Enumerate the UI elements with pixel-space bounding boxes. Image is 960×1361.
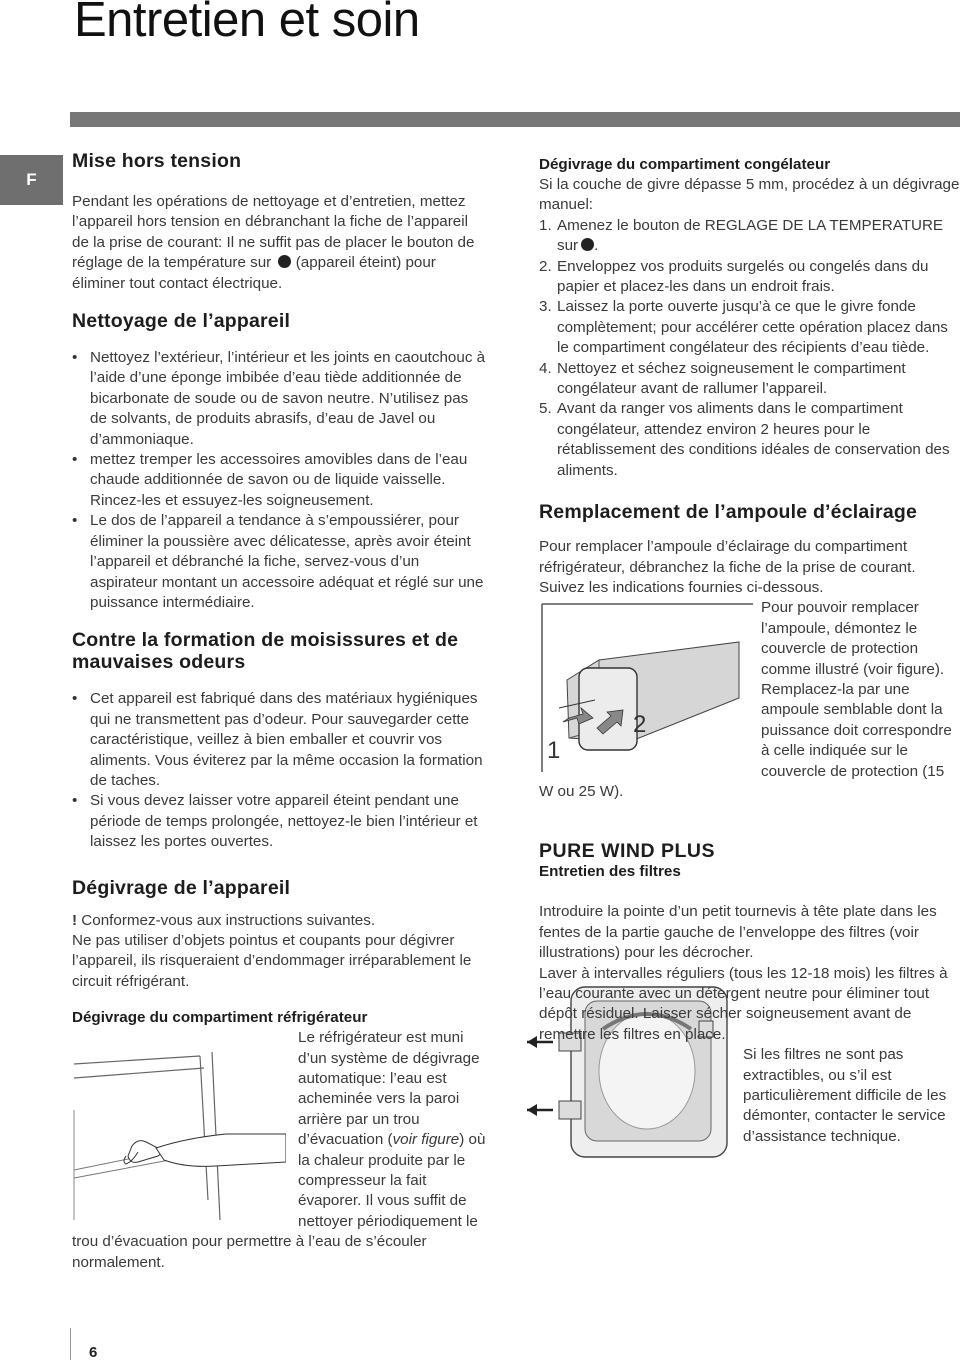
purewind-paragraph-a: Introduire la pointe d’un petit tournevis à tête plate dans les fentes de la partie gauche de l’enveloppe des filtres (voir illustrations) pour les décrocher. xyxy=(539,903,937,962)
degivrage-refrigerateur-block xyxy=(72,1028,487,1273)
congelateur-intro: Si la couche de givre dépasse 5 mm, procédez à un dégivrage manuel: xyxy=(539,176,960,214)
list-item xyxy=(539,399,960,481)
pure-wind-plus-subtitle: Entretien des filtres xyxy=(539,863,681,881)
heading-nettoyage: Nettoyage de l’appareil xyxy=(72,310,291,333)
off-position-dot-icon xyxy=(278,255,291,268)
degivrage-paragraph: Ne pas utiliser d’objets pointus et coupants pour dégivrer l’appareil, ils risqueraient d’endommager irréparablement le circuit réfrigérant. xyxy=(72,931,472,990)
language-tab: F xyxy=(0,155,63,205)
list-item: • mettez tremper les accessoires amovibles dans de l’eau chaude additionnée de savon ou de liquide vaisselle. Rincez-les et essuyez-les soigneusement. xyxy=(72,450,487,511)
purewind-block xyxy=(539,1045,960,1147)
heading-degivrage-congelateur: Dégivrage du compartiment congélateur xyxy=(539,156,831,173)
list-item: • Si vous devez laisser votre appareil éteint pendant une période de temps prolongée, nettoyez-le bien l’intérieur et laissez les portes ouvertes. xyxy=(72,791,487,852)
lamp-cover-illustration xyxy=(539,602,753,772)
heading-degivrage-refrigerateur: Dégivrage du compartiment réfrigérateur xyxy=(72,1009,368,1027)
figure-label-1: 1 xyxy=(547,737,561,765)
list-item: • Nettoyez l’extérieur, l’intérieur et les joints en caoutchouc à l’aide d’une éponge imbibée d’eau tiède additionnée de bicarbonate de soude ou de savon neutre. N’utilisez pas de solvants, de produits abrasifs, d’eau de Javel ou d’ammoniaque. xyxy=(72,348,487,450)
left-column xyxy=(72,150,487,1273)
list-item xyxy=(539,216,960,257)
heading-degivrage: Dégivrage de l’appareil xyxy=(72,876,291,899)
list-item: • Le dos de l’appareil a tendance à s’empoussiérer, pour éliminer la poussière avec délicatesse, après avoir éteint l’appareil et débranché la fiche, servez-vous d’un aspirateur montant un accessoire adéquat et réglé sur une puissance intermédiaire. xyxy=(72,511,487,613)
degivrage-note xyxy=(72,911,487,931)
moisissures-list xyxy=(72,689,487,852)
pure-wind-plus-title: PURE WIND PLUS xyxy=(539,840,716,863)
page-title: Entretien et soin xyxy=(74,0,420,47)
step-number: 4. xyxy=(539,359,552,377)
step-number: 5. xyxy=(539,400,552,418)
page-number: 6 xyxy=(89,1344,98,1361)
figure-label-2: 2 xyxy=(633,711,647,739)
step-number: 1. xyxy=(539,216,552,234)
ampoule-intro: Pour remplacer l’ampoule d’éclairage du compartiment réfrigérateur, débranchez la fiche de la prise de courant. Suivez les indications fournies ci-dessous. xyxy=(539,538,916,596)
purewind-paragraph-b: Laver à intervalles réguliers (tous les 12-18 mois) les filtres à l’eau courante avec un détergent neutre pour éliminer tout dépôt résiduel. Laisser sécher soigneusement avant de remettre les filtres en place. xyxy=(539,964,948,1043)
list-item xyxy=(539,359,960,400)
drain-hole-illustration xyxy=(72,1050,286,1220)
drain-hole-figure xyxy=(72,1050,292,1222)
warning-mark: ! xyxy=(72,911,78,929)
step-number: 3. xyxy=(539,298,552,316)
degivrage-refrigerateur-text-a: Le réfrigérateur est muni d’un système de dégivrage automatique: l’eau est acheminée vers la paroi arrière par un trou d’évacuation ( xyxy=(298,1029,480,1149)
step-suffix: . xyxy=(594,237,599,255)
heading-remplacement-ampoule: Remplacement de l’ampoule d’éclairage xyxy=(539,501,918,524)
lamp-cover-figure xyxy=(539,602,757,772)
step-text: Amenez le bouton de REGLAGE DE LA TEMPERATURE sur xyxy=(557,216,944,255)
footer-rule xyxy=(70,1328,71,1360)
see-figure-emphasis: voir figure xyxy=(392,1131,460,1149)
step-text: Enveloppez vos produits surgelés ou congelés dans du papier et placez-les dans un endroit frais. xyxy=(557,257,929,296)
purewind-paragraph-c: Si les filtres ne sont pas extractibles, ou s’il est particulièrement difficile de les démonter, contacter le service d’assistance technique. xyxy=(743,1046,947,1145)
title-bar xyxy=(70,112,960,127)
ampoule-block xyxy=(539,598,960,802)
mise-text-a: Pendant les opérations de nettoyage et d’entretien, mettez l’appareil hors tension en débranchant la fiche de l’appareil de la prise de courant: Il ne suffit pas de placer le bouton de réglage de la température sur xyxy=(72,193,475,272)
list-item: • Cet appareil est fabriqué dans des matériaux hygiéniques qui ne transmettent pas d’odeur. Pour sauvegarder cette caractéristique, veillez à bien emballer et couvrir vos aliments. Vous éviterez par la même occasion la formation de taches. xyxy=(72,689,487,791)
mise-text-b: (appareil éteint) pour éliminer tout contact électrique. xyxy=(72,254,436,292)
nettoyage-list xyxy=(72,348,487,613)
heading-moisissures: Contre la formation de moisissures et de mauvaises odeurs xyxy=(72,629,459,674)
congelateur-steps xyxy=(539,216,960,481)
ampoule-paragraph: Pour pouvoir remplacer l’ampoule, démontez le couvercle de protection comme illustré (voir figure). Remplacez-la par une ampoule semblable dont la puissance doit correspondre à celle indiquée sur le couvercle de protection (15 W ou 25 W). xyxy=(539,599,952,800)
step-text: Avant da ranger vos aliments dans le compartiment congélateur, attendez environ 2 heures pour le rétablissement des conditions idéales de conservation des aliments. xyxy=(557,400,950,479)
heading-mise-hors-tension: Mise hors tension xyxy=(72,150,242,172)
step-text: Laissez la porte ouverte jusqu’à ce que le givre fonde complètement; pour accélérer cette opération placez dans le compartiment congélateur des récipients d’eau tiède. xyxy=(557,298,948,357)
degivrage-refrigerateur-text-b: ) où la chaleur produite par le compresseur la fait évaporer. Il vous suffit de nettoyer périodiquement le trou d’évacuation pour permettre à l’eau de s’écouler normalement. xyxy=(72,1131,486,1271)
off-position-dot-icon xyxy=(581,238,594,251)
mise-hors-tension-paragraph xyxy=(72,192,487,294)
step-number: 2. xyxy=(539,257,552,275)
degivrage-note-text: Conformez-vous aux instructions suivantes. xyxy=(81,911,376,929)
step-text: Nettoyez et séchez soigneusement le compartiment congélateur avant de rallumer l’appareil. xyxy=(557,359,906,398)
right-column xyxy=(539,155,960,1163)
list-item xyxy=(539,257,960,298)
list-item xyxy=(539,297,960,358)
